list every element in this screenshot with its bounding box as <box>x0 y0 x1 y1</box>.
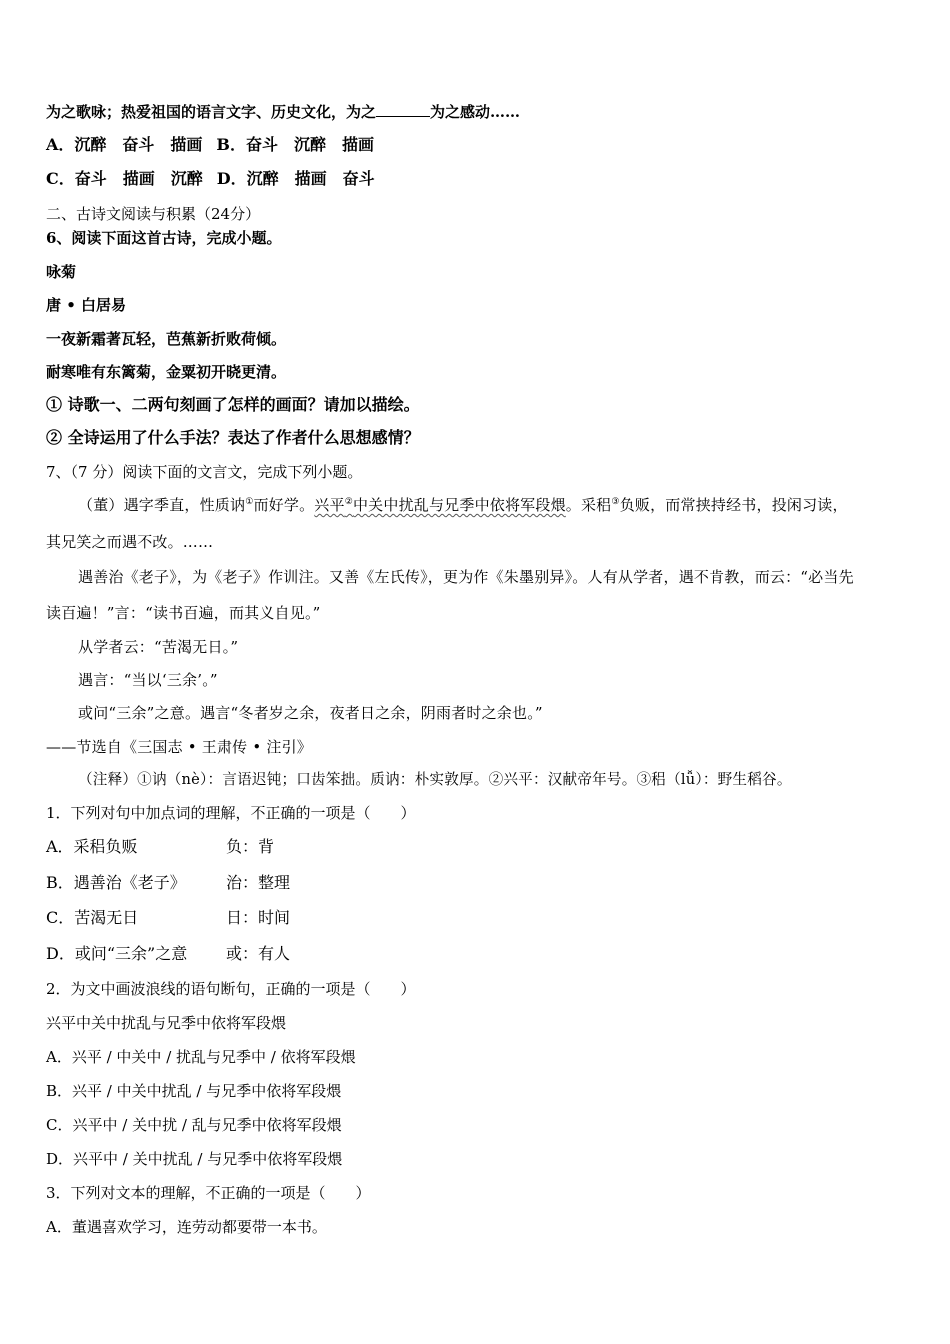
passage-line: 读百遍！”言：“读书百遍，而其义自见。” <box>46 604 321 622</box>
q5-option-c: C．奋斗 描画 沉醉 <box>46 169 203 188</box>
answer-blank <box>376 102 430 117</box>
note-marker: ③ <box>611 497 620 507</box>
q7-3-option: A．董遇喜欢学习，连劳动都要带一本书。 <box>46 1218 327 1236</box>
poem-title: 咏菊 <box>46 263 77 281</box>
q5-option-b: B．奋斗 沉醉 描画 <box>216 135 374 154</box>
passage-text: 。采稆 <box>565 496 612 514</box>
q7-2-option: C．兴平中 / 关中扰 / 乱与兄季中依将军段煨 <box>46 1116 342 1134</box>
option-gloss: 或：有人 <box>226 944 291 963</box>
q5-stem <box>46 102 520 122</box>
note-marker: ② <box>344 497 353 507</box>
option-gloss: 负：背 <box>226 837 275 856</box>
q5-stem-part1: 为之歌咏；热爱祖国的语言文字、历史文化，为之 <box>46 103 377 121</box>
q7-1-option <box>46 944 291 964</box>
passage-paragraph-3: 从学者云：“苦渴无日。” <box>78 638 239 656</box>
note-marker: ① <box>245 497 254 507</box>
option-phrase: B．遇善治《老子》 <box>46 873 186 892</box>
q6-sub-question: ② 全诗运用了什么手法？表达了作者什么思想感情？ <box>46 428 420 447</box>
wavy-underlined-sentence <box>314 496 566 514</box>
passage-paragraph-4: 遇言：“当以‘三余’。” <box>78 671 218 689</box>
passage-text: 负贩，而常挟持经书，投闲习读， <box>619 496 848 514</box>
q7-stem: 7、（7 分）阅读下面的文言文，完成下列小题。 <box>46 463 363 481</box>
q7-2-option: A．兴平 / 中关中 / 扰乱与兄季中 / 依将军段煨 <box>46 1048 356 1066</box>
poem-line: 一夜新霜著瓦轻，芭蕉新折败荷倾。 <box>46 330 287 348</box>
q7-1-option <box>46 873 291 893</box>
q7-2-stem: 2．为文中画波浪线的语句断句，正确的一项是（ ） <box>46 980 416 998</box>
q7-2-sentence: 兴平中关中扰乱与兄季中依将军段煨 <box>46 1014 287 1032</box>
passage-text: （董）遇字季直，性质讷 <box>78 496 246 514</box>
option-phrase: A．采稆负贩 <box>46 837 138 856</box>
passage-paragraph-1 <box>78 495 848 515</box>
q7-1-stem: 1．下列对句中加点词的理解，不正确的一项是（ ） <box>46 804 416 822</box>
option-phrase: D．或问“三余”之意 <box>46 944 188 963</box>
passage-notes: （注释）①讷（nè）：言语迟钝；口齿笨拙。质讷：朴实敦厚。②兴平：汉献帝年号。③稆（lǚ）：野生稻谷。 <box>78 771 792 788</box>
passage-text: 而好学。 <box>253 496 315 514</box>
q5-options-row1 <box>46 135 374 155</box>
q6-stem: 6、阅读下面这首古诗，完成小题。 <box>46 229 282 247</box>
passage-line: 其兄笑之而遇不改。…… <box>46 533 214 551</box>
passage-source: ——节选自《三国志 • 王肃传 • 注引》 <box>46 738 312 756</box>
option-gloss: 日：时间 <box>226 908 291 927</box>
q5-stem-part2: 为之感动…… <box>430 103 521 121</box>
passage-paragraph-5: 或问“三余”之意。遇言“冬者岁之余，夜者日之余，阴雨者时之余也。” <box>78 704 543 722</box>
option-phrase: C．苦渴无日 <box>46 908 139 927</box>
q7-2-option: D．兴平中 / 关中扰乱 / 与兄季中依将军段煨 <box>46 1150 343 1168</box>
q7-1-option <box>46 837 275 857</box>
section-title: 二、古诗文阅读与积累（24分） <box>46 205 261 223</box>
q7-3-stem: 3．下列对文本的理解，不正确的一项是（ ） <box>46 1184 371 1202</box>
q5-option-d: D．沉醉 描画 奋斗 <box>216 169 375 188</box>
q7-2-option: B．兴平 / 中关中扰乱 / 与兄季中依将军段煨 <box>46 1082 342 1100</box>
q5-option-a: A．沉醉 奋斗 描画 <box>46 135 203 154</box>
q5-options-row2 <box>46 169 375 189</box>
passage-paragraph-2: 遇善治《老子》，为《老子》作训注。又善《左氏传》，更为作《朱墨别异》。人有从学者，遇不肯教，而云：“必当先 <box>78 568 854 586</box>
passage-text: 兴平 <box>314 496 345 514</box>
poem-line: 耐寒唯有东篱菊，金粟初开晓更清。 <box>46 363 287 381</box>
passage-text: 中关中扰乱与兄季中依将军段煨 <box>352 496 566 514</box>
q6-sub-question: ① 诗歌一、二两句刻画了怎样的画面？请加以描绘。 <box>46 395 420 414</box>
q7-1-option <box>46 908 291 928</box>
poem-author: 唐 • 白居易 <box>46 296 127 314</box>
option-gloss: 治：整理 <box>226 873 291 892</box>
